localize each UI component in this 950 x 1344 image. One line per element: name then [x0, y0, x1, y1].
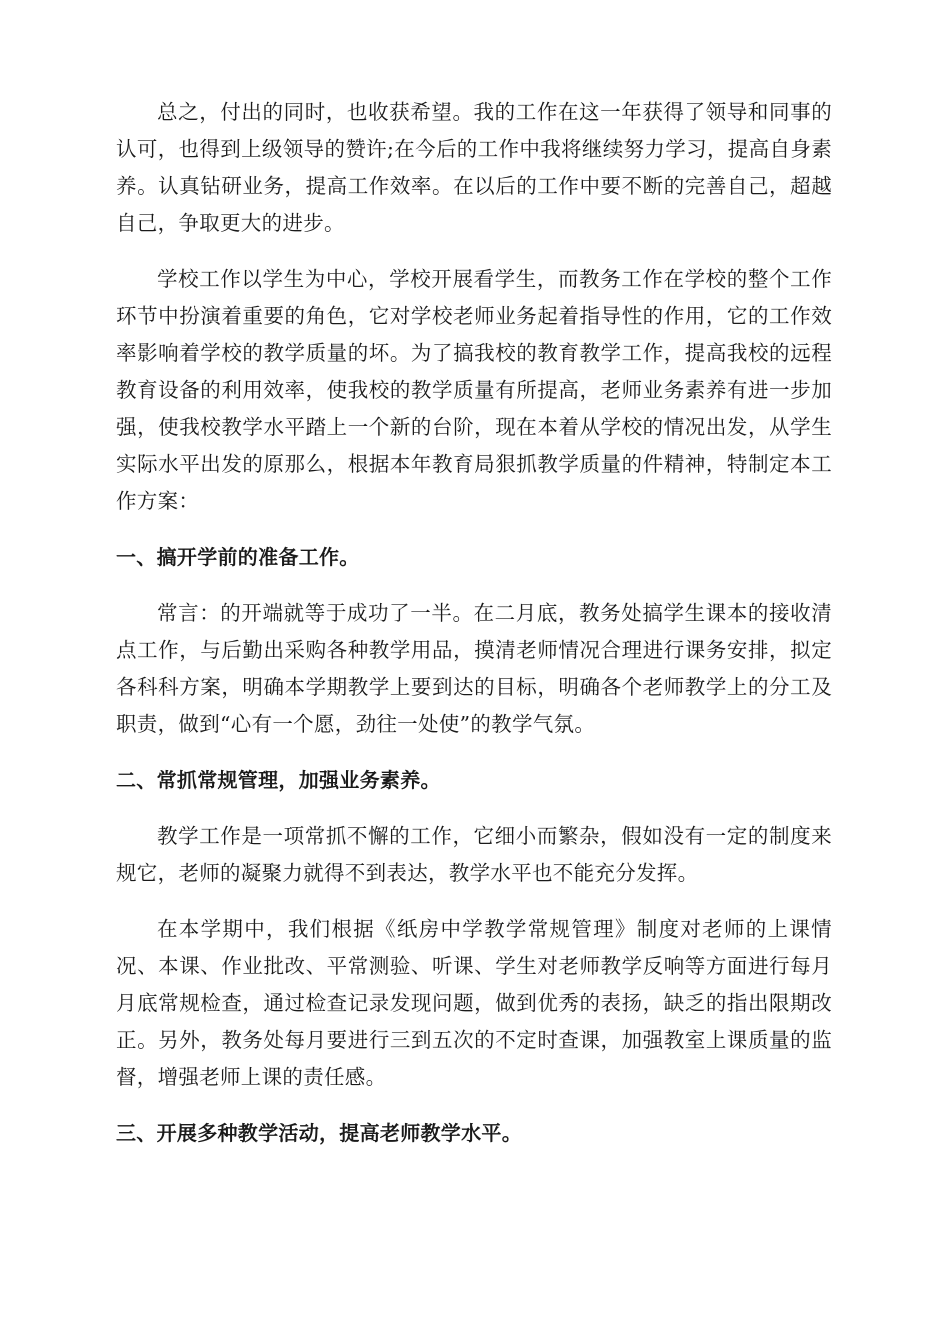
document-page — [116, 94, 832, 1171]
section-heading-2: 二、常抓常规管理，加强业务素养。 — [116, 768, 441, 792]
paragraph-summary: 总之，付出的同时，也收获希望。我的工作在这一年获得了领导和同事的认可，也得到上级领导的赞许;在今后的工作中我将继续努力学习，提高自身素养。认真钻研业务，提高工作效率。在以后的工作中要不断的完善自己，超越自己，争取更大的进步。 — [116, 100, 832, 235]
section2-paragraph-1: 教学工作是一项常抓不懈的工作，它细小而繁杂，假如没有一定的制度来规它，老师的凝聚力就得不到表达，教学水平也不能充分发挥。 — [116, 824, 832, 885]
section-heading-3: 三、开展多种教学活动，提高老师教学水平。 — [116, 1121, 522, 1145]
section2-paragraph-2: 在本学期中，我们根据《纸房中学教学常规管理》制度对老师的上课情况、本课、作业批改、平常测验、听课、学生对老师教学反响等方面进行每月月底常规检查，通过检查记录发现问题，做到优秀的表扬，缺乏的指出限期改正。另外，教务处每月要进行三到五次的不定时查课，加强教室上课质量的监督，增强老师上课的责任感。 — [116, 917, 832, 1089]
section-heading-1: 一、搞开学前的准备工作。 — [116, 545, 360, 569]
section1-paragraph: 常言：的开端就等于成功了一半。在二月底，教务处搞学生课本的接收清点工作，与后勤出采购各种教学用品，摸清老师情况合理进行课务安排，拟定各科科方案，明确本学期教学上要到达的目标，明确各个老师教学上的分工及职责，做到“心有一个愿，劲往一处使”的教学气氛。 — [116, 601, 832, 736]
paragraph-intro: 学校工作以学生为中心，学校开展看学生，而教务工作在学校的整个工作环节中扮演着重要的角色，它对学校老师业务起着指导性的作用，它的工作效率影响着学校的教学质量的坏。为了搞我校的教育教学工作，提高我校的远程教育设备的利用效率，使我校的教学质量有所提高，老师业务素养有进一步加强，使我校教学水平踏上一个新的台阶，现在本着从学校的情况出发，从学生实际水平出发的原那么，根据本年教育局狠抓教学质量的件精神，特制定本工作方案： — [116, 267, 832, 513]
